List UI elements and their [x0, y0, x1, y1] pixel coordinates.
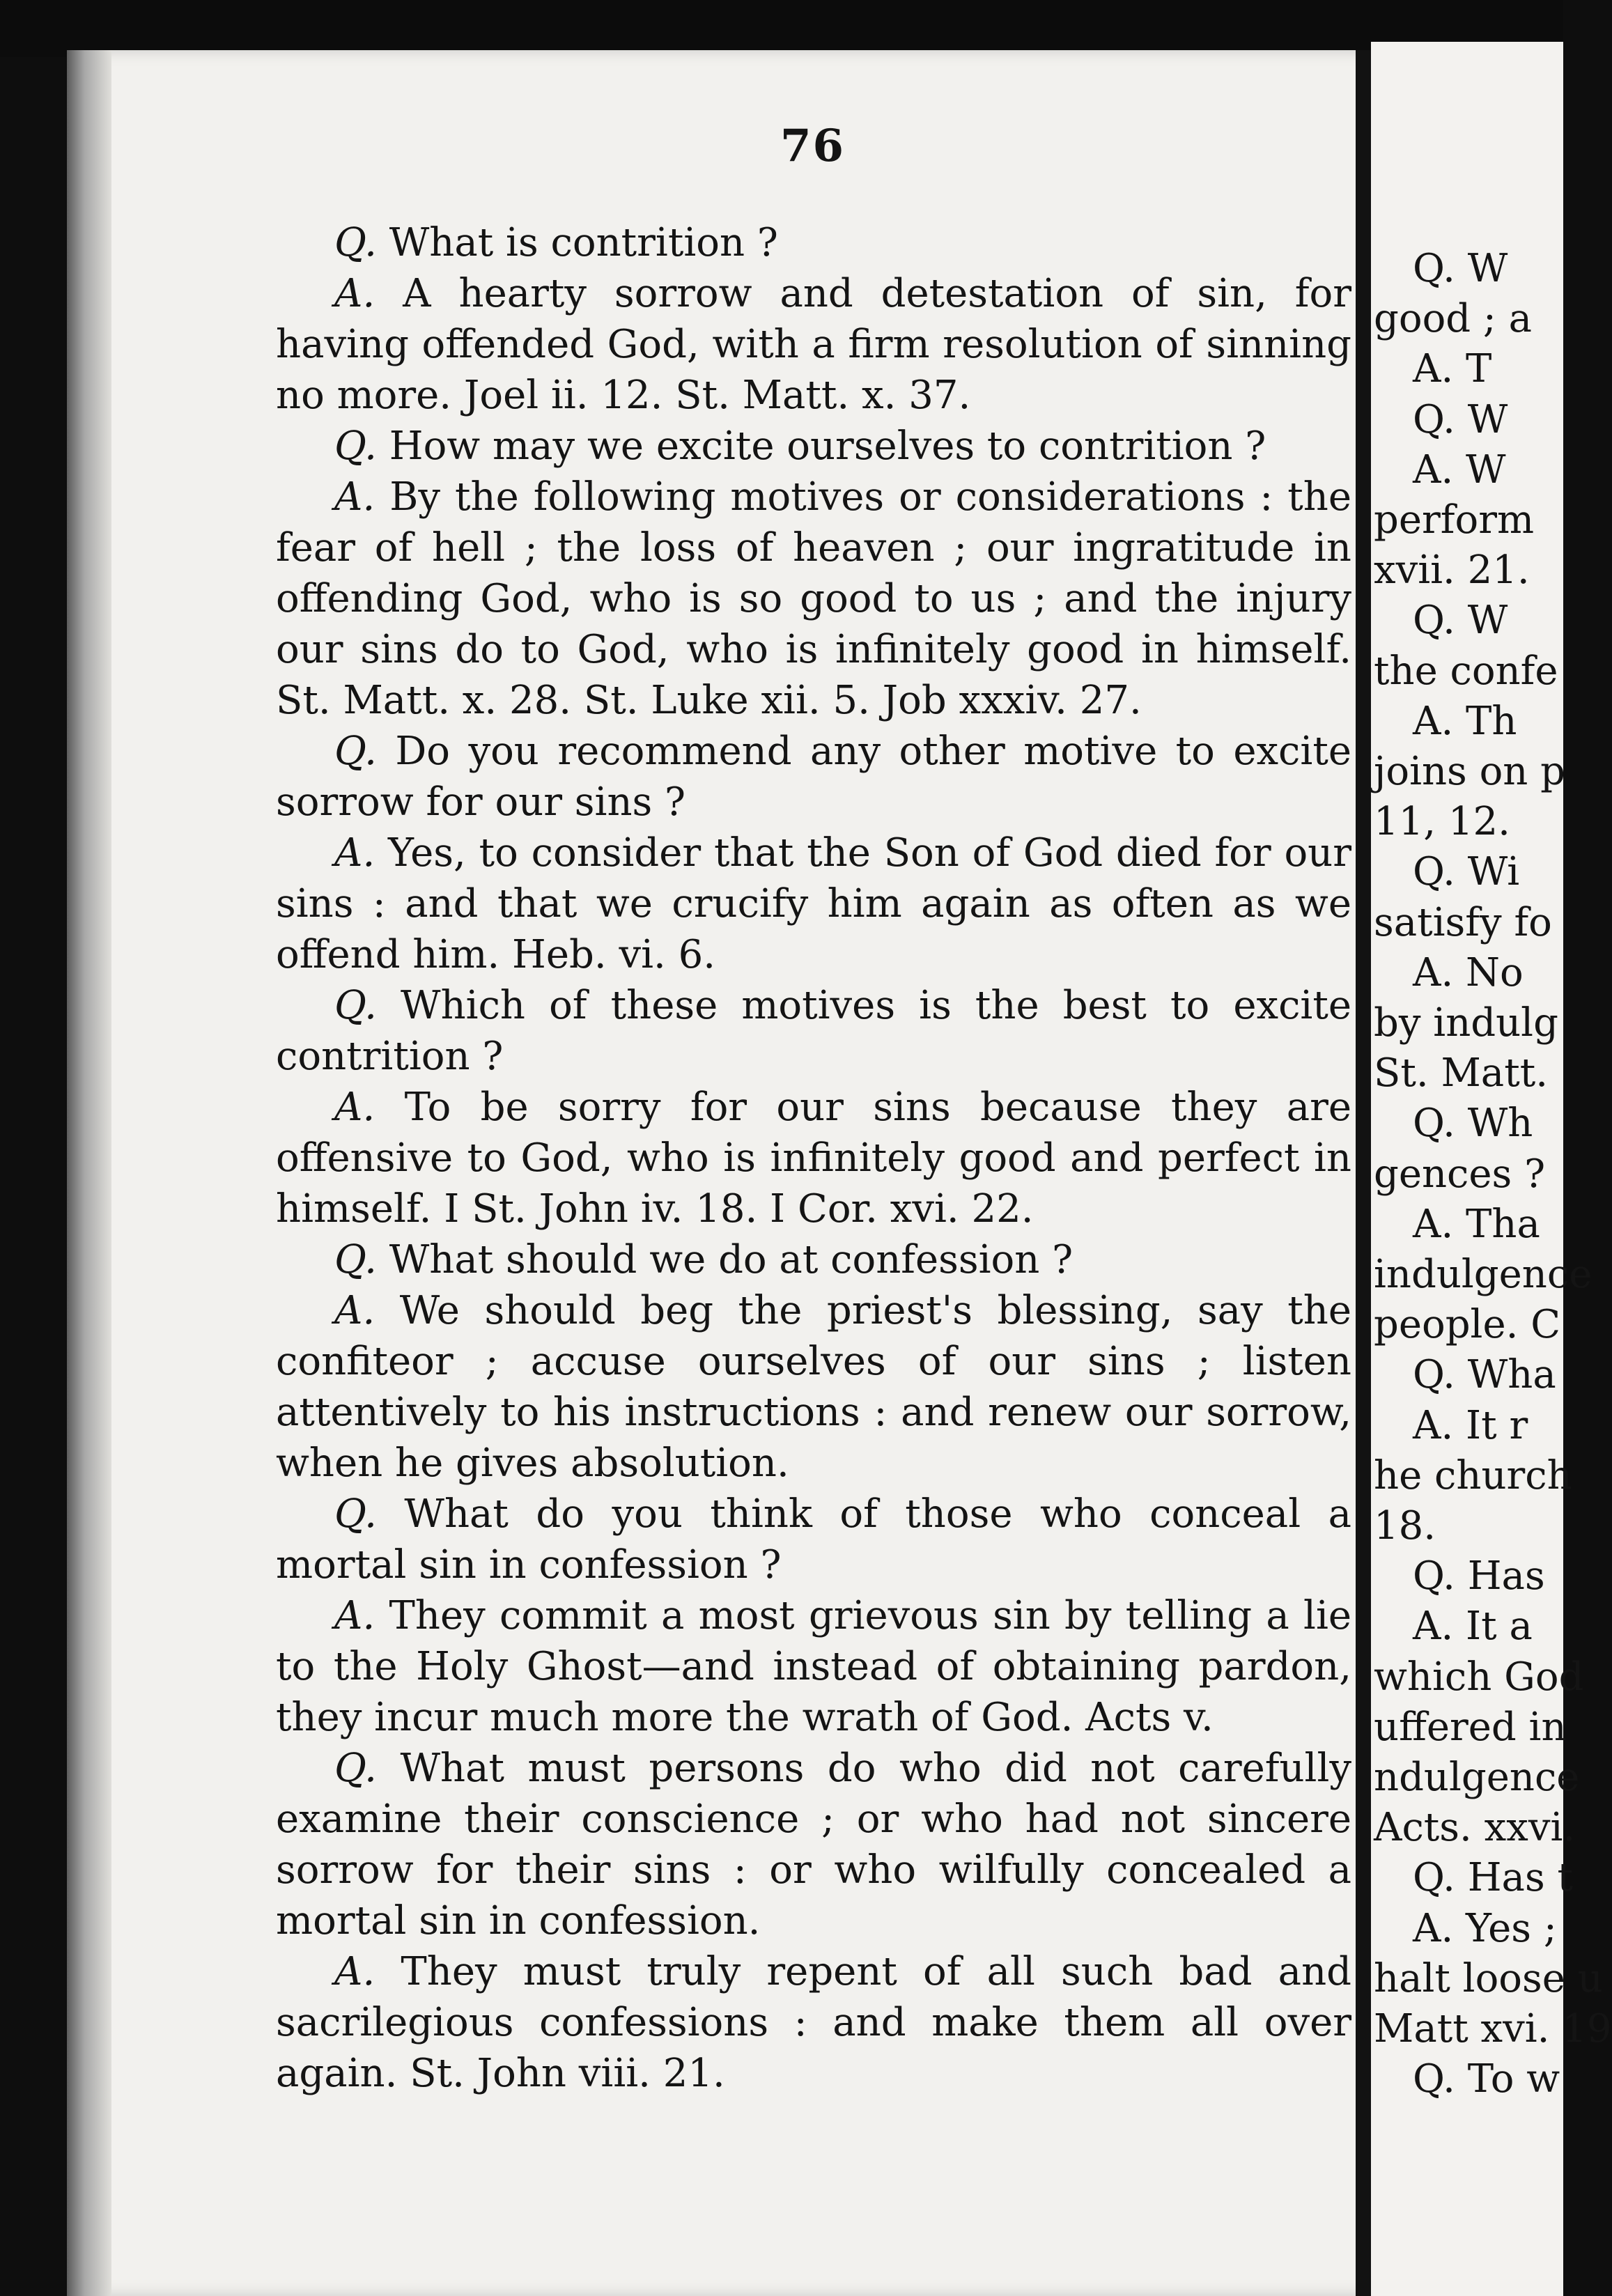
right-page-line: Matt xvi. 19: [1374, 2006, 1612, 2051]
right-page-line: Q. Wi: [1413, 849, 1520, 894]
right-page-line: Q. Has t: [1413, 1855, 1573, 1900]
right-page-line: 18.: [1374, 1503, 1436, 1549]
answer-paragraph: A. They must truly repent of all such bad and sacrilegious confessions : and make them all over again. St. John viii. 21.: [276, 1949, 1351, 2096]
right-page-line: A. It r: [1413, 1403, 1528, 1448]
right-page-line: halt loose u: [1374, 1956, 1603, 2001]
right-page-line: Q. Has: [1413, 1553, 1545, 1599]
right-page-line: he church: [1374, 1453, 1572, 1498]
answer-paragraph: A. They commit a most grievous sin by telling a lie to the Holy Ghost—and instead of obtaining pardon, they incur much more the wrath of God. Acts v.: [276, 1593, 1351, 1740]
question-paragraph: Q. What is contrition ?: [334, 220, 778, 265]
right-page-line: joins on p: [1374, 749, 1566, 794]
answer-paragraph: A. To be sorry for our sins because they are offensive to God, who is infinitely good and perfect in himself. I St. John iv. 18. I Cor. xvi. 22.: [276, 1085, 1351, 1232]
right-page-line: people. C: [1374, 1302, 1561, 1347]
right-page-line: A. T: [1413, 346, 1492, 391]
right-page-line: uffered in: [1374, 1705, 1567, 1750]
right-page-line: indulgence: [1374, 1252, 1592, 1297]
right-page-line: 11, 12.: [1374, 799, 1510, 844]
right-page-line: ndulgence: [1374, 1755, 1580, 1800]
right-page-line: which God: [1374, 1654, 1584, 1700]
page-edge-shadow: [67, 50, 111, 2296]
right-page-fragment: [1371, 42, 1612, 2296]
right-page-line: Q. W: [1413, 397, 1508, 442]
right-page-line: Q. W: [1413, 598, 1508, 643]
right-page-line: A. No: [1413, 950, 1524, 995]
question-paragraph: Q. Do you recommend any other motive to excite sorrow for our sins ?: [276, 729, 1351, 825]
right-page-line: the confe: [1374, 649, 1558, 694]
question-paragraph: Q. Which of these motives is the best to excite contrition ?: [276, 983, 1351, 1079]
answer-paragraph: A. A hearty sorrow and detestation of sin, for having offended God, with a firm resolution of sinning no more. Joel ii. 12. St. Matt. x. 37.: [276, 271, 1351, 418]
right-page-line: A. W: [1413, 447, 1506, 492]
right-page-line: Q. To w: [1413, 2056, 1560, 2102]
answer-paragraph: A. By the following motives or considerations : the fear of hell ; the loss of heaven ; our ingratitude in offending God, who is so good to us ; and the injury our sins do to God, who is infinitely good in himself. St. Matt. x. 28. St. Luke xii. 5. Job xxxiv. 27.: [276, 474, 1351, 723]
question-paragraph: Q. What must persons do who did not carefully examine their conscience ; or who had not sincere sorrow for their sins : or who wilfully concealed a mortal sin in confession.: [276, 1746, 1351, 1944]
book-gutter: [1356, 50, 1371, 2296]
right-page-line: Acts. xxvi.: [1374, 1805, 1576, 1850]
right-page-text: [1371, 42, 1612, 2296]
right-page-line: A. Yes ;: [1413, 1906, 1557, 1951]
right-page-line: A. Tha: [1413, 1202, 1540, 1247]
right-page-line: Q. Wh: [1413, 1101, 1533, 1146]
question-paragraph: Q. How may we excite ourselves to contrition ?: [334, 424, 1266, 469]
right-page-line: Q. W: [1413, 246, 1508, 291]
right-page-line: xvii. 21.: [1374, 548, 1530, 593]
right-page-line: Q. Wha: [1413, 1352, 1556, 1397]
right-page-line: A. Th: [1413, 699, 1517, 744]
right-page-line: gences ?: [1374, 1151, 1546, 1197]
question-paragraph: Q. What should we do at confession ?: [334, 1237, 1074, 1282]
right-page-line: good ; a: [1374, 296, 1532, 341]
right-page-line: perform: [1374, 497, 1535, 543]
scan-background: [0, 0, 1563, 57]
answer-paragraph: A. Yes, to consider that the Son of God died for our sins : and that we crucify him again as often as we offend him. Heb. vi. 6.: [276, 830, 1351, 977]
answer-paragraph: A. We should beg the priest's blessing, say the confiteor ; accuse ourselves of our sins ; listen attentively to his instructions : and renew our sorrow, when he gives absolution.: [276, 1288, 1351, 1486]
catechism-text: [276, 217, 1351, 2099]
right-page-line: St. Matt.: [1374, 1050, 1549, 1096]
page-number: 76: [780, 120, 846, 172]
right-page-line: A. It a: [1413, 1604, 1533, 1649]
right-page-line: by indulg: [1374, 1000, 1558, 1046]
question-paragraph: Q. What do you think of those who conceal a mortal sin in confession ?: [276, 1491, 1351, 1588]
right-page-line: satisfy fo: [1374, 900, 1552, 945]
